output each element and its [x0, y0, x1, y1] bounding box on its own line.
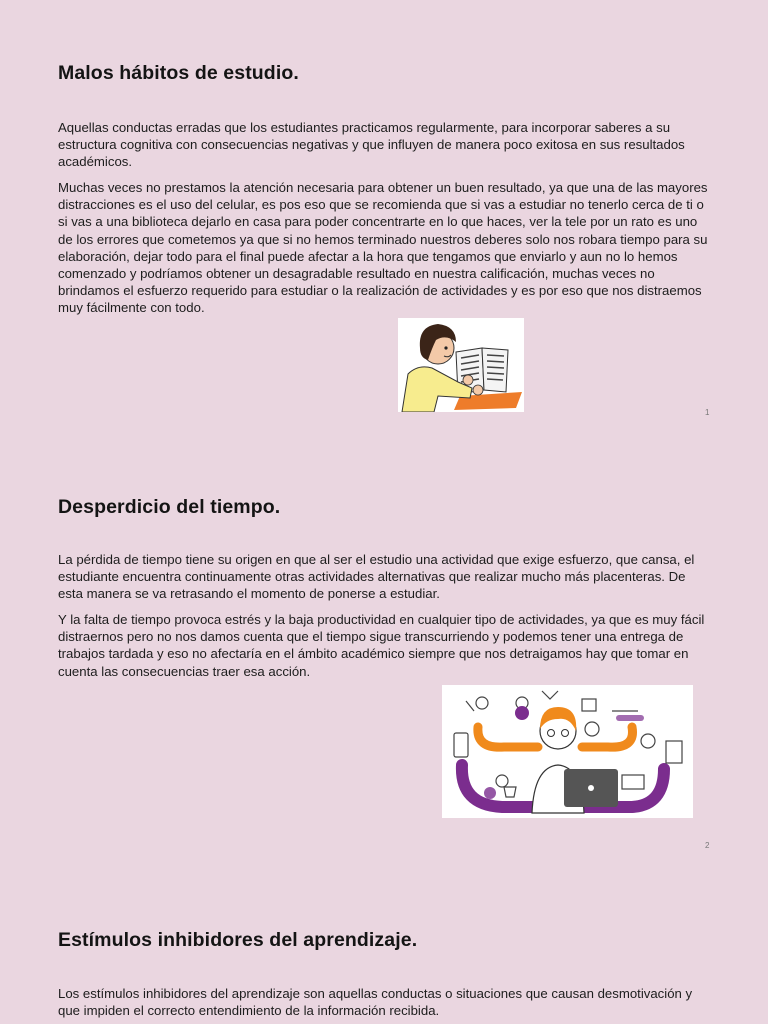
- paragraph-1-1: [58, 119, 710, 171]
- paragraph-3-1: [58, 985, 710, 1019]
- section-estimulos: [58, 929, 710, 952]
- paragraph-2-2: [58, 611, 710, 680]
- paragraph-text: Los estímulos inhibidores del aprendizaje son aquellas conductas o situaciones que causan desmotivación y que impiden el correcto entendimiento de la información recibida.: [58, 986, 693, 1019]
- paragraph-text: Y la falta de tiempo provoca estrés y la baja productividad en cualquier tipo de actividades, ya que es muy fácil distraernos pero no nos damos cuenta que el tiempo sigue transcurriendo y podemos tener una entrega de trabajos tardada y eso no afectaría en el ámbito académico siempre que nos detraigamos hay que tomar en cuenta las consecuencias traer esa acción.: [58, 612, 705, 679]
- heading-estimulos: Estímulos inhibidores del aprendizaje.: [58, 929, 418, 951]
- page-number-2: 2: [705, 841, 710, 850]
- page-number-1: 1: [705, 408, 710, 417]
- student-reading-illustration: [398, 318, 524, 412]
- section-malos-habitos: [58, 62, 710, 85]
- heading-desperdicio: Desperdicio del tiempo.: [58, 496, 281, 518]
- paragraph-text: La pérdida de tiempo tiene su origen en que al ser el estudio una actividad que exige esfuerzo, que cansa, el estudiante encuentra continuamente otras actividades alternativas que realizar mucho más placenteras. De esta manera se va retrasando el momento de ponerse a estudiar.: [58, 552, 695, 602]
- paragraph-2-1: [58, 551, 710, 603]
- paragraph-1-2: [58, 179, 710, 317]
- paragraph-text: Aquellas conductas erradas que los estudiantes practicamos regularmente, para incorporar saberes a su estructura cognitiva con consecuencias negativas y que influyen de manera poco exitosa en sus resultados académicos.: [58, 120, 685, 170]
- student-laptop-illustration: [442, 685, 693, 818]
- paragraph-text: Muchas veces no prestamos la atención necesaria para obtener un buen resultado, ya que una de las mayores distracciones es el uso del celular, es pos eso que se recomienda que si vas a estudiar no tenerlo cerca de ti o si vas a una biblioteca dejarlo en casa para poder concentrarte en lo que haces, ver la tele por un rato es uno de los errores que cometemos ya que si no hemos terminado nuestros deberes solo nos robara tiempo para su elaboración, dejar todo para el final puede afectar a la hora que tengamos que enviarlo y aun no lo hemos comenzado y podríamos obtener un desagradable resultado en nuestra calificación, muchas veces no brindamos el esfuerzo requerido para estudiar o la realización de actividades y es por eso que nos distraemos muy fácilmente con todo.: [58, 180, 708, 316]
- section-desperdicio: [58, 496, 710, 519]
- heading-malos-habitos: Malos hábitos de estudio.: [58, 62, 299, 84]
